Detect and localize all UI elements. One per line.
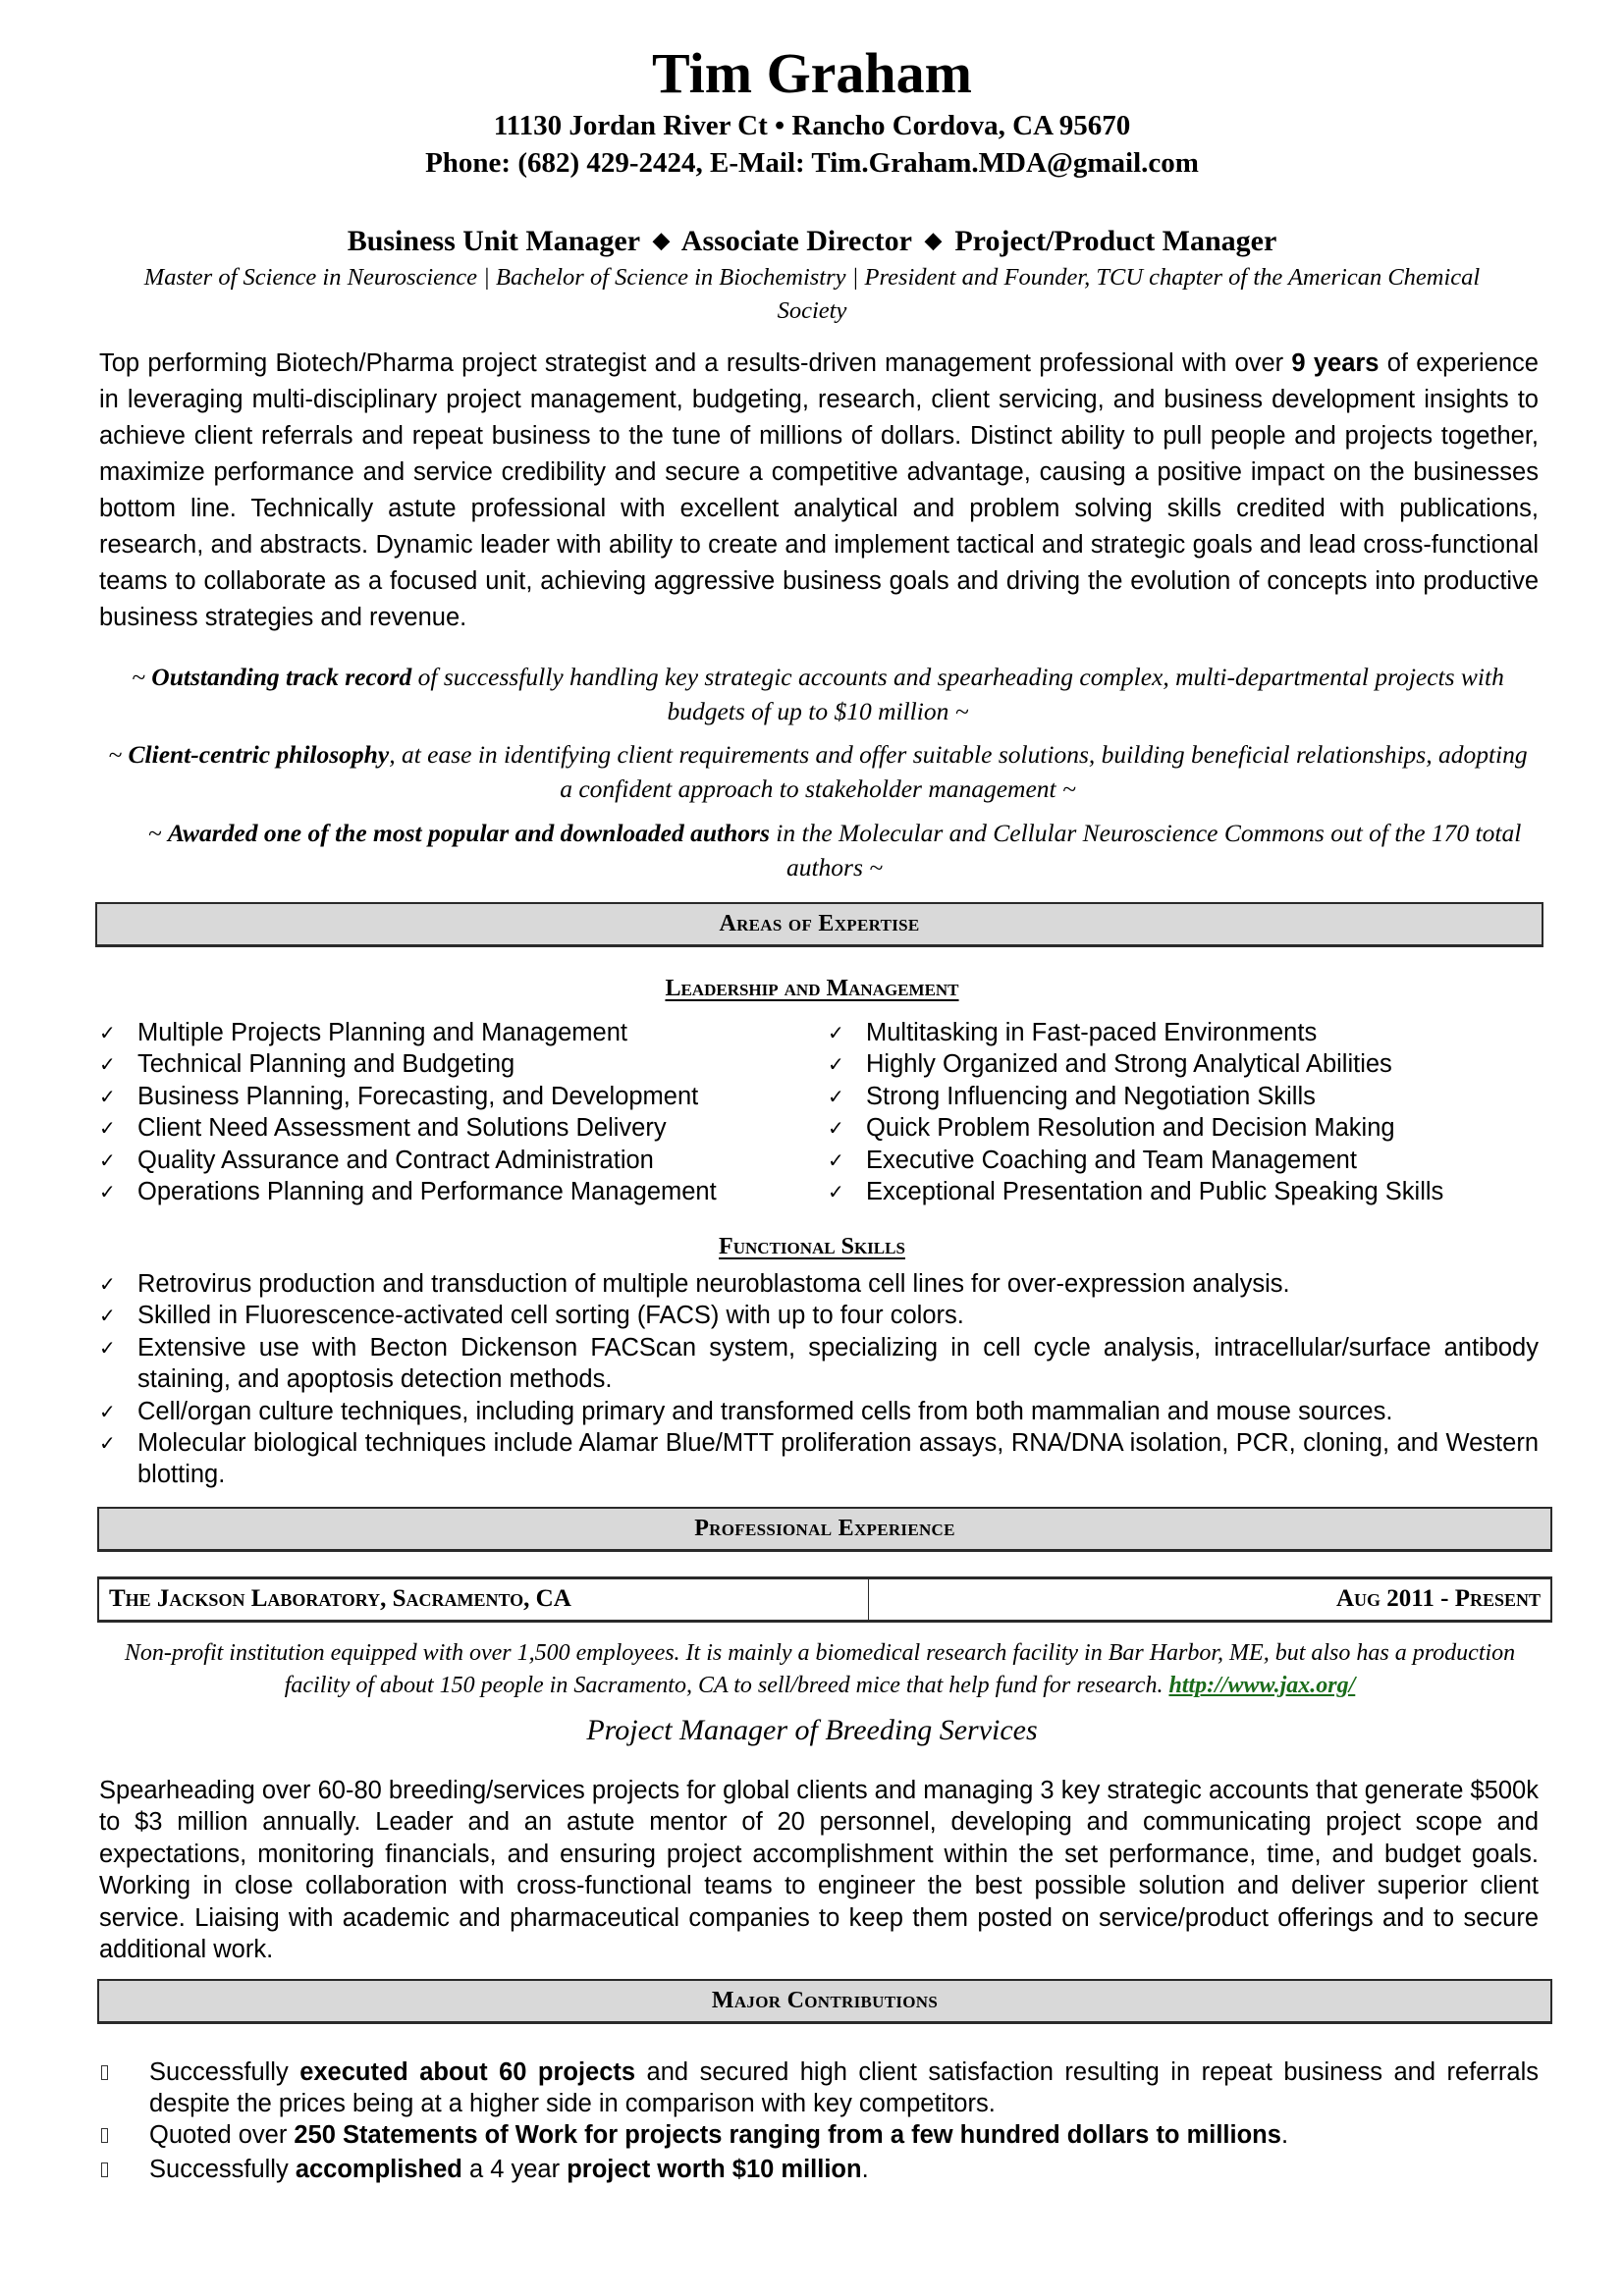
checkmark-icon: ✓ (99, 1431, 116, 1456)
company-description-text: Non-profit institution equipped with over 1,500 employees. It is mainly a biomedical research facility in Bar Harbor, ME, but also has a production facility of about 150 people in Sacramento, CA to sell/breed mice that help fund for research. (124, 1640, 1516, 1698)
contribution-bold: project worth $10 million (567, 2156, 862, 2184)
professional-summary (99, 346, 1539, 636)
list-item-text: Quick Problem Resolution and Decision Making (866, 1114, 1395, 1143)
leadership-list-left (99, 1017, 826, 1207)
list-item (828, 1048, 1554, 1080)
list-item-text: Client Need Assessment and Solutions Delivery (137, 1114, 667, 1143)
list-item-text: Technical Planning and Budgeting (137, 1050, 515, 1079)
tilde: ~ (147, 819, 168, 847)
list-item (828, 1176, 1554, 1207)
list-item (828, 1145, 1554, 1176)
subheading-leadership (0, 974, 1624, 1003)
job-summary: Spearheading over 60-80 breeding/services projects for global clients and managing 3 key strategic accounts that generate $500k to $3 million annually. Leader and an astute mentor of 20 personnel, developing and communicating project scope and expectations, monitoring financials, and ensuring project accomplishment within the set performance, time, and budget goals. Working in close collaboration with cross-functional teams to engineer the best possible solution and deliver superior client service. Liaising with academic and pharmaceutical companies to keep them posted on service/product offerings and to secure additional work. (99, 1777, 1539, 1964)
checkmark-icon: ✓ (99, 1148, 116, 1172)
highlight-awarded (147, 817, 1522, 884)
summary-years: 9 years (1291, 349, 1380, 377)
company-website-link[interactable]: http://www.jax.org/ (1168, 1673, 1356, 1698)
section-header-contributions: Major Contributions (97, 1979, 1552, 2024)
list-item (99, 1332, 1539, 1396)
list-item-text: Multiple Projects Planning and Management (137, 1019, 627, 1046)
diamond-separator-icon: ◆ (924, 228, 942, 252)
list-item (99, 1145, 826, 1176)
checkmark-icon: ✓ (99, 1272, 116, 1296)
list-item (99, 1081, 826, 1112)
list-item-text: Extensive use with Becton Dickenson FACScan system, specializing in cell cycle analysis, intracellular/surface antibody staining, and apoptosis detection methods. (137, 1333, 1539, 1394)
list-item-text: Molecular biological techniques include Alamar Blue/MTT proliferation assays, RNA/DNA isolation, PCR, cloning, and Western blotting. (137, 1429, 1539, 1489)
bullet-icon (101, 2163, 108, 2177)
contribution-text: Successfully (149, 2156, 296, 2184)
contribution-bold: executed about 60 projects (299, 2058, 636, 2086)
subheading-text: Leadership and Management (665, 976, 959, 1001)
checkmark-icon: ✓ (828, 1116, 844, 1141)
highlight-bold: Outstanding track record (151, 663, 412, 691)
checkmark-icon: ✓ (99, 1084, 116, 1108)
summary-text: of experience in leveraging multi-disciplinary project management, budgeting, research, client servicing, and business development insights to achieve client referrals and repeat business to the tune of millions of dollars. Distinct ability to pull people and projects together, maximize performance and service credibility and secure a competitive advantage, causing a positive impact on the businesses bottom line. Technically astute professional with excellent analytical and problem solving skills credited with publications, research, and abstracts. Dynamic leader with ability to create and implement tactical and strategic goals and lead cross-functional teams to collaborate as a focused unit, achieving aggressive business goals and driving the evolution of concepts into productive business strategies and revenue. (99, 349, 1539, 631)
checkmark-icon: ✓ (99, 1052, 116, 1077)
list-item (99, 1396, 1539, 1427)
bullet-icon (101, 2128, 108, 2143)
title-2: Associate Director (680, 225, 912, 257)
employment-dates: Aug 2011 - Present (1335, 1585, 1541, 1612)
list-item-text: Strong Influencing and Negotiation Skills (866, 1082, 1316, 1110)
checkmark-icon: ✓ (99, 1399, 116, 1423)
contribution-text: . (861, 2156, 869, 2184)
list-item-text: Skilled in Fluorescence-activated cell sorting (FACS) with up to four colors. (137, 1302, 964, 1330)
candidate-name: Tim Graham (652, 41, 972, 105)
list-item (99, 1427, 1539, 1491)
checkmark-icon: ✓ (828, 1084, 844, 1108)
diamond-separator-icon: ◆ (653, 228, 670, 252)
company-description (98, 1637, 1542, 1702)
subheading-text: Functional Skills (719, 1234, 905, 1259)
list-item (828, 1112, 1554, 1144)
section-header-expertise: Areas of Expertise (95, 902, 1543, 947)
tilde: ~ (132, 663, 152, 691)
list-item-text: Executive Coaching and Team Management (866, 1146, 1357, 1174)
checkmark-icon: ✓ (99, 1304, 116, 1328)
checkmark-icon: ✓ (99, 1335, 116, 1360)
contribution-bold: accomplished (295, 2156, 462, 2184)
contribution-bold: 250 Statements of Work for projects ranging from a few hundred dollars to millions (294, 2120, 1281, 2149)
subheading-functional (0, 1232, 1624, 1261)
list-item (99, 2057, 1539, 2120)
degrees-line: Master of Science in Neuroscience | Bachelor of Science in Biochemistry | President and Founder, TCU chapter of the American Chemical Society (143, 264, 1481, 324)
title-3: Project/Product Manager (954, 225, 1277, 257)
job-title: Project Manager of Breeding Services (586, 1714, 1038, 1746)
list-item-text: Highly Organized and Strong Analytical Abilities (866, 1050, 1392, 1079)
list-item (99, 2155, 1539, 2186)
list-item-text: Quality Assurance and Contract Administration (137, 1146, 654, 1174)
highlight-track-record (108, 661, 1528, 728)
list-item (99, 1017, 826, 1048)
bullet-icon (101, 2065, 108, 2080)
list-item (99, 1268, 1539, 1300)
target-titles (0, 222, 1624, 260)
contribution-text: Successfully (149, 2058, 300, 2086)
list-item (99, 1048, 826, 1080)
highlight-text: , at ease in identifying client requirements and offer suitable solutions, building beneficial relationships, adopting a confident approach to stakeholder management ~ (389, 740, 1528, 803)
leadership-list-right (828, 1017, 1554, 1207)
checkmark-icon: ✓ (99, 1180, 116, 1204)
list-item-text: Exceptional Presentation and Public Speaking Skills (866, 1178, 1444, 1206)
contribution-text: and secured high client satisfaction resulting in repeat business and referrals despite the prices being at a higher side in comparison with key competitors. (149, 2058, 1539, 2117)
contribution-text: . (1280, 2120, 1289, 2149)
checkmark-icon: ✓ (828, 1148, 844, 1172)
highlight-bold: Client-centric philosophy (128, 740, 390, 769)
highlight-client-centric (108, 738, 1528, 806)
contributions-list (99, 2057, 1539, 2186)
list-item (99, 1176, 826, 1207)
checkmark-icon: ✓ (99, 1116, 116, 1141)
list-item-text: Multitasking in Fast-paced Environments (866, 1019, 1318, 1046)
highlight-bold: Awarded one of the most popular and downloaded authors (167, 819, 770, 847)
checkmark-icon: ✓ (99, 1021, 116, 1044)
list-item-text: Operations Planning and Performance Management (137, 1178, 717, 1206)
list-item (828, 1081, 1554, 1112)
summary-text: Top performing Biotech/Pharma project strategist and a results-driven management professional with over (99, 349, 1292, 377)
contact-line: Phone: (682) 429-2424, E-Mail: Tim.Graham.MDA@gmail.com (425, 147, 1199, 179)
job-header-table (97, 1576, 1552, 1623)
checkmark-icon: ✓ (828, 1180, 844, 1204)
list-item-text: Retrovirus production and transduction of multiple neuroblastoma cell lines for over-expression analysis. (137, 1270, 1290, 1298)
list-item (828, 1017, 1554, 1048)
checkmark-icon: ✓ (828, 1052, 844, 1077)
list-item (99, 1300, 1539, 1331)
list-item-text: Cell/organ culture techniques, including primary and transformed cells from both mammalian and mouse sources. (137, 1397, 1393, 1425)
contribution-text: a 4 year (461, 2156, 568, 2184)
company-name: The Jackson Laboratory, Sacramento, CA (99, 1579, 869, 1620)
title-1: Business Unit Manager (347, 225, 640, 257)
list-item (99, 1112, 826, 1144)
checkmark-icon: ✓ (828, 1021, 844, 1044)
list-item (99, 2120, 1539, 2152)
address-line: 11130 Jordan River Ct • Rancho Cordova, CA 95670 (493, 110, 1131, 141)
highlight-text: in the Molecular and Cellular Neuroscience Commons out of the 170 total authors ~ (769, 819, 1522, 881)
contribution-text: Quoted over (149, 2120, 295, 2149)
tilde: ~ (108, 740, 129, 769)
section-header-experience: Professional Experience (97, 1507, 1552, 1552)
highlight-text: of successfully handling key strategic accounts and spearheading complex, multi-departmental projects with budgets of up to $10 million ~ (411, 663, 1504, 725)
list-item-text: Business Planning, Forecasting, and Development (137, 1082, 699, 1110)
functional-skills-list (99, 1268, 1539, 1491)
